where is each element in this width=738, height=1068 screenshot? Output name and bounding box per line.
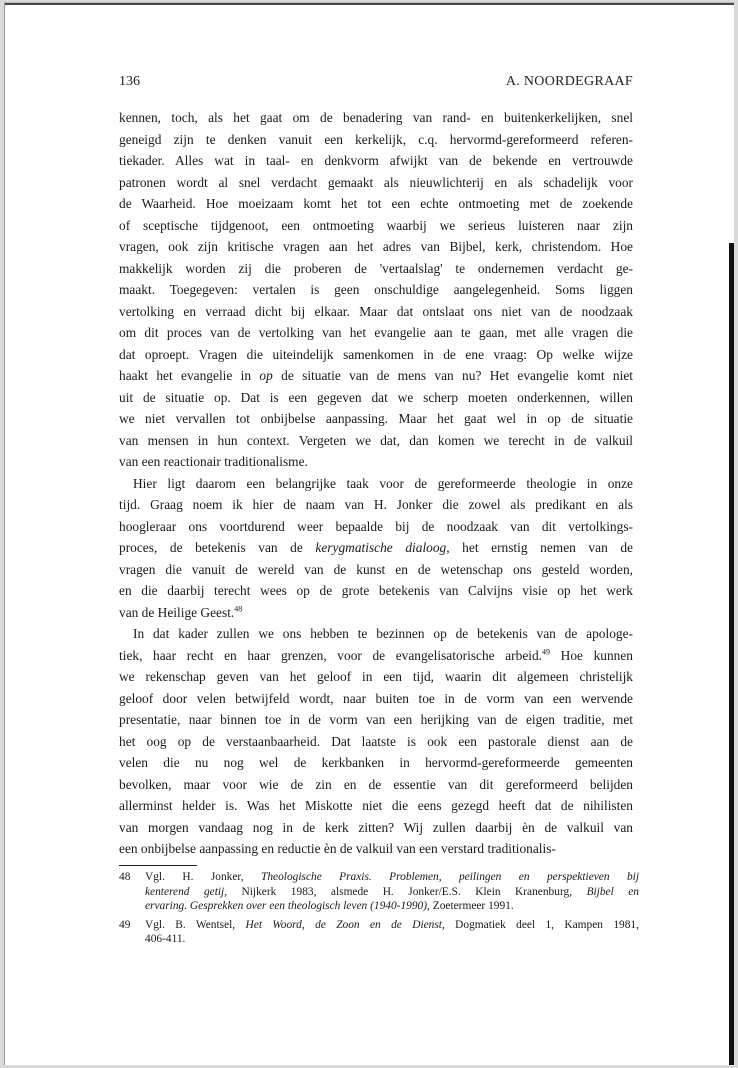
- text-line: patronen wordt al snel verdacht gemaakt als nieuwlichterij en als schadelijk voor: [119, 174, 633, 190]
- text-line: hoogleraar ons voortdurend weer bepaalde bij de noodzaak van dit vertolkings-: [119, 518, 633, 534]
- text-line: [119, 645, 633, 667]
- text-run: Dogmatiek deel 1, Kampen 1981,: [444, 918, 639, 931]
- text-run: tiek, haar recht en haar grenzen, voor de evangelisatorische arbeid.: [119, 647, 543, 663]
- italic-run: kenterend getij,: [145, 885, 228, 898]
- footnote-marker: 49: [542, 647, 551, 657]
- italic-run: op: [259, 368, 273, 383]
- text-line: bevolken, maar voor wie de zin en de essentie van dit gereformeerd belijden: [119, 776, 633, 792]
- italic-run: Het Woord, de Zoon en de Dienst,: [245, 918, 445, 931]
- text-line: [119, 602, 633, 624]
- text-line: uit de situatie op. Dat is een gegeven dat we scherp moeten onderkennen, willen: [119, 389, 633, 405]
- text-run: het ernstig nemen van de: [449, 540, 633, 555]
- text-run: Zoetermeer 1991.: [429, 900, 514, 912]
- footnote: [119, 870, 639, 914]
- text-line: allerminst helder is. Was het Miskotte niet die eens gezegd heeft dat de nihilisten: [119, 798, 633, 813]
- text-line: presentatie, naar binnen toe in de vorm van een herijking van de eigen traditie, met: [119, 712, 633, 727]
- text-run: haakt het evangelie in: [119, 368, 260, 383]
- text-line: velen die nu nog wel de kerkbanken in hervormd-gereformeerde gemeenten: [119, 755, 633, 770]
- text-line: dat oproept. Vragen die uiteindelijk samenkomen in de ene vraag: Op welke wijze: [119, 346, 633, 362]
- text-line: In dat kader zullen we ons hebben te bezinnen op de betekenis van de apologe-: [133, 626, 633, 641]
- text-line: [119, 365, 633, 387]
- italic-run: kerygmatische dialoog,: [315, 540, 450, 555]
- text-line: om dit proces van de vertolking van het evangelie aan te gaan, met alle vragen die: [119, 325, 633, 340]
- text-line: vragen die vanuit de wereld van de kunst en de wetenschap ons gesteld worden,: [119, 561, 633, 577]
- footnote: [119, 918, 639, 947]
- footnote-line: [145, 918, 639, 933]
- text-line: tiekader. Alles wat in taal- en denkvorm afwijkt van de bekende en vertrouwde: [119, 153, 633, 168]
- running-head: A. NOORDEGRAAF: [505, 74, 633, 89]
- text-line: makkelijk worden zij die proberen de 'vertaalslag' te ondernemen verdacht ge-: [119, 260, 633, 276]
- text-line: vragen, ook zijn kritische vragen aan het adres van Bijbel, kerk, christendom. Hoe: [119, 239, 633, 254]
- text-line: en die daarbij terecht wees op de grote betekenis van Calvijns visie op het werk: [119, 583, 633, 598]
- text-line: we niet vervallen tot onbijbelse aanpassing. Maar het gaat wel in op de situatie: [119, 411, 633, 426]
- text-line: Hier ligt daarom een belangrijke taak voor de gereformeerde theologie in onze: [133, 475, 633, 491]
- text-line: we rekenschap geven van het geloof in een tijd, waarin dit algemeen christelijk: [119, 669, 633, 684]
- text-run: Hoe kunnen: [550, 647, 633, 663]
- footnote-number: 49: [119, 918, 131, 931]
- book-page: [4, 2, 734, 1065]
- text-line: de Waarheid. Hoe moeizaam komt het tot een echte ontmoeting met de zoekende: [119, 196, 633, 211]
- text-run: 406-411.: [145, 933, 186, 945]
- text-line: geneigd zijn te denken vanuit een kerkelijk, c.q. hervormd-gereformeerd referen-: [119, 131, 633, 147]
- footnote-rule: [119, 865, 197, 866]
- footnotes: [119, 870, 639, 951]
- text-run: Nijkerk 1983, alsmede H. Jonker/E.S. Klein Kranenburg,: [227, 885, 587, 898]
- page-top-edge: [5, 3, 734, 5]
- text-line: geloof door velen betwijfeld wordt, naar buiten toe in de vorm van een wervende: [119, 690, 633, 706]
- text-line: kennen, toch, als het gaat om de benadering van rand- en buitenkerkelijken, snel: [119, 110, 633, 125]
- body-text: [119, 107, 633, 860]
- text-line: tijd. Graag noem ik hier de naam van H. Jonker die zowel als predikant en als: [119, 497, 633, 512]
- italic-run: Bijbel en: [586, 885, 639, 898]
- text-run: van de Heilige Geest.: [119, 604, 235, 620]
- text-run: Vgl. H. Jonker,: [145, 871, 262, 883]
- text-line: [119, 537, 633, 559]
- text-line: van morgen vandaag nog in de kerk zitten? Wij zullen daarbij èn de valkuil van: [119, 819, 633, 835]
- italic-run: ervaring. Gesprekken over een theologisch leven (1940-1990),: [145, 900, 430, 912]
- text-line: of sceptische tijdgenoot, een ontmoeting waarbij we serieus luisteren naar zijn: [119, 217, 633, 233]
- text-run: de situatie van de mens van nu? Het evangelie komt niet: [272, 368, 633, 383]
- page-number: 136: [119, 74, 140, 89]
- footnote-line: [145, 932, 639, 947]
- text-run: proces, de betekenis van de: [119, 540, 316, 555]
- text-line: vertolking en verraad dicht bij elkaar. Maar dat ontslaat ons niet van de noodzaak: [119, 303, 633, 319]
- footnote-line: [145, 899, 639, 914]
- text-line: van mensen in hun context. Vergeten we dat, dan komen we terecht in de valkuil: [119, 432, 633, 448]
- page-header: [117, 74, 633, 92]
- text-run: Vgl. B. Wentsel,: [145, 918, 246, 931]
- text-line: maakt. Toegegeven: vertalen is geen onschuldige aangelegenheid. Soms liggen: [119, 282, 633, 297]
- footnote-marker: 48: [234, 604, 243, 614]
- footnote-line: [145, 870, 639, 885]
- italic-run: Theologische Praxis. Problemen, peilingen en perspektieven bij: [261, 871, 639, 883]
- text-line: het oog op de verstaanbaarheid. Dat laatste is ook een pastorale dienst aan de: [119, 733, 633, 749]
- text-line: van een reactionair traditionalisme.: [119, 454, 308, 469]
- text-line: een onbijbelse aanpassing en reductie èn de valkuil van een verstard traditionalis-: [119, 841, 556, 856]
- page-right-edge: [729, 243, 734, 1065]
- footnote-line: [145, 885, 639, 900]
- footnote-number: 48: [119, 871, 131, 883]
